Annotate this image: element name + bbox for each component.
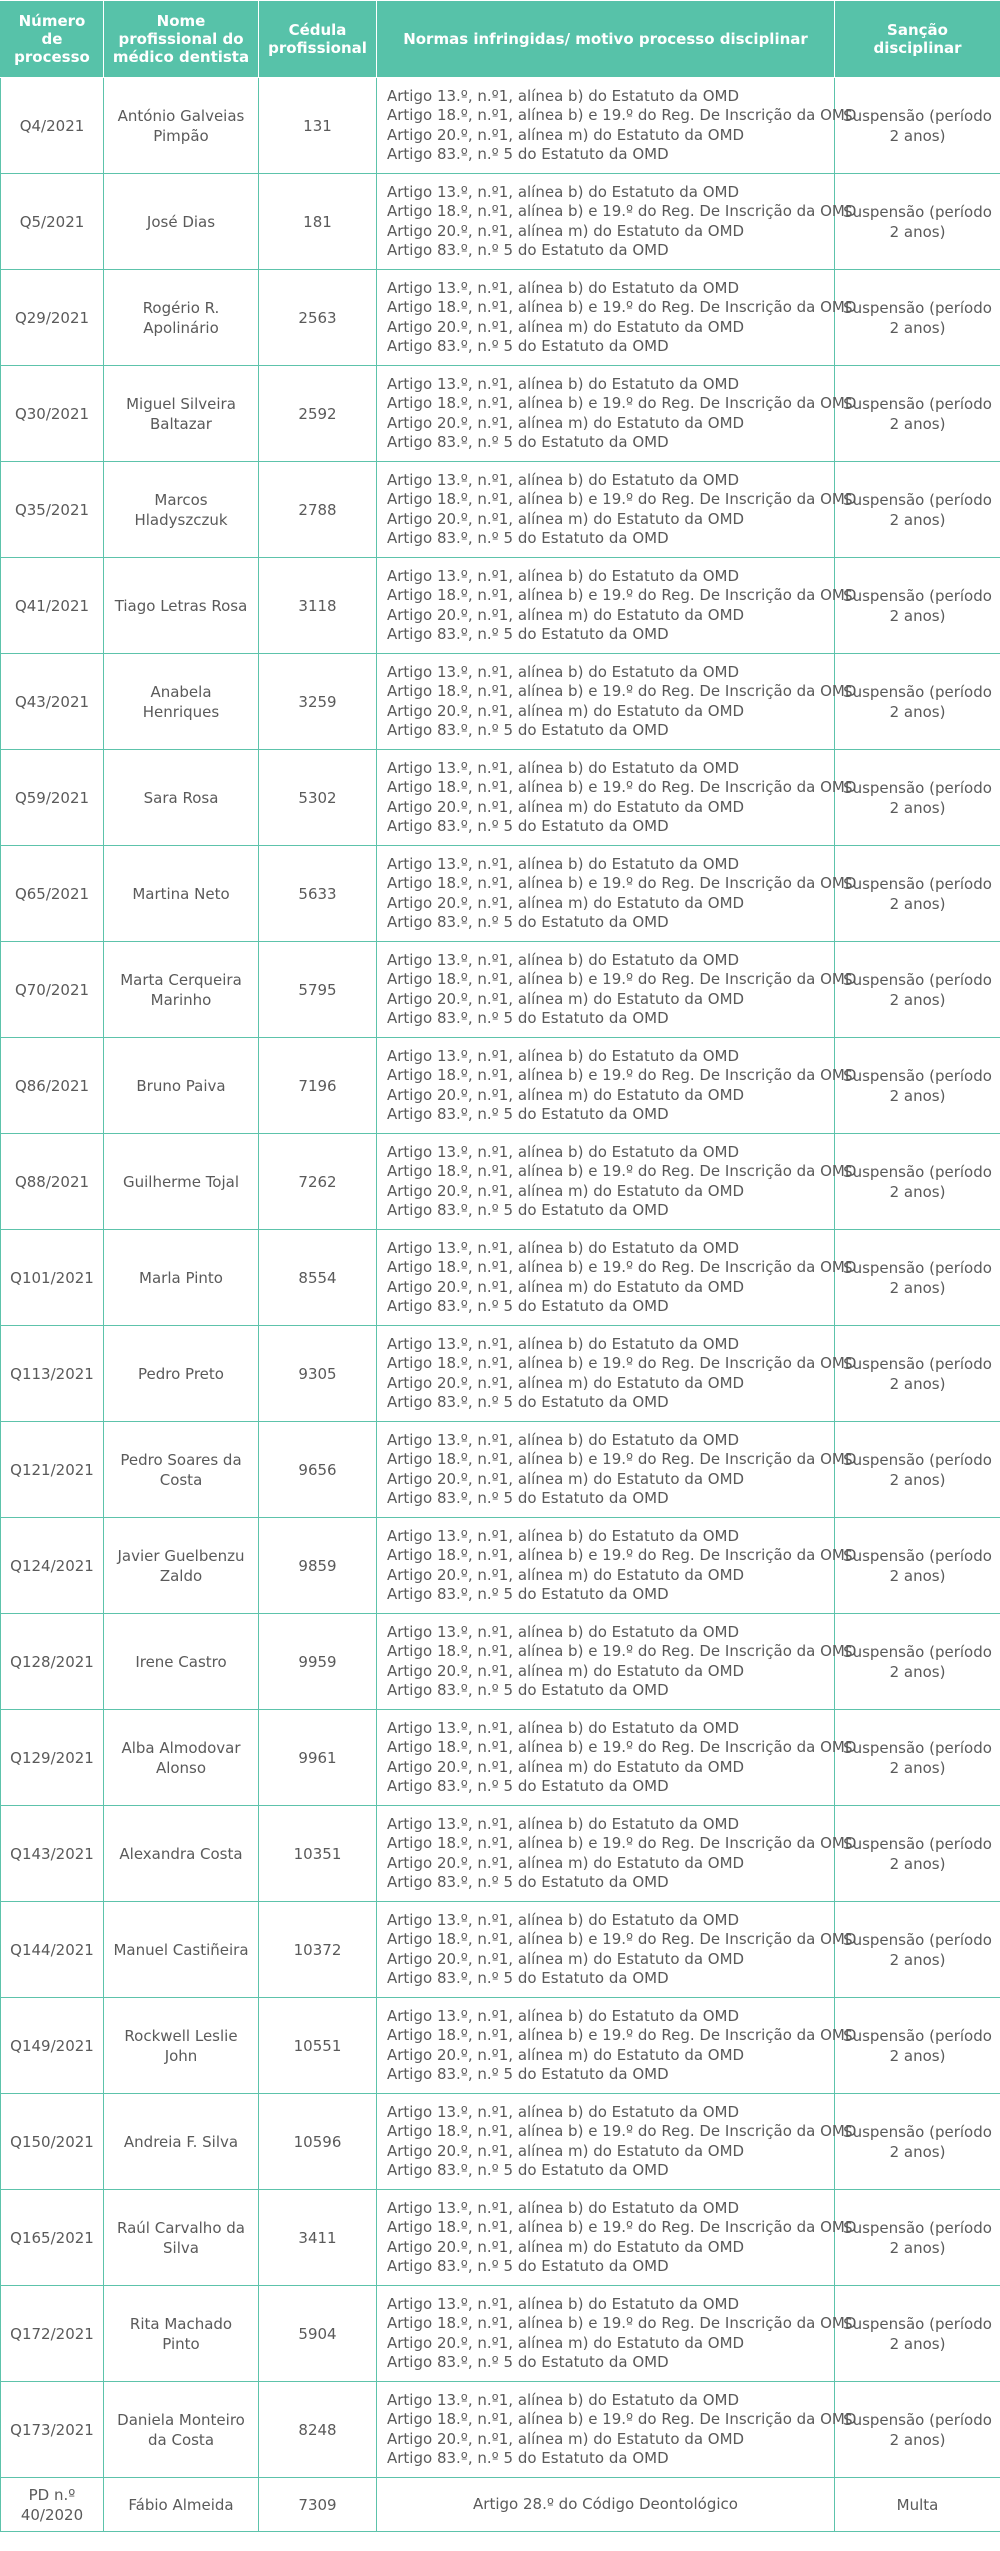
norm-line: Artigo 18.º, n.º1, alínea b) e 19.º do Reg. De Inscrição da OMD: [387, 1066, 857, 1084]
norm-line: Artigo 83.º, n.º 5 do Estatuto da OMD: [387, 337, 669, 355]
cell-nome-profissional: Marta Cerqueira Marinho: [104, 942, 259, 1038]
norm-line: Artigo 20.º, n.º1, alínea m) do Estatuto da OMD: [387, 1181, 745, 1200]
cell-sancao-disciplinar: Suspensão (período 2 anos): [835, 1422, 1000, 1518]
norm-line: Artigo 20.º, n.º1, alínea m) do Estatuto da OMD: [387, 797, 745, 816]
norm-line: Artigo 13.º, n.º1, alínea b) do Estatuto da OMD: [387, 758, 740, 777]
norm-line: Artigo 18.º, n.º1, alínea b) e 19.º do Reg. De Inscrição da OMD: [387, 394, 857, 412]
norm-line: Artigo 13.º, n.º1, alínea b) do Estatuto da OMD: [387, 950, 740, 969]
cell-sancao-disciplinar: Suspensão (período 2 anos): [835, 846, 1000, 942]
norm-line: Artigo 83.º, n.º 5 do Estatuto da OMD: [387, 1105, 669, 1123]
cell-cedula-profissional: 3259: [259, 654, 377, 750]
cell-sancao-disciplinar: Suspensão (período 2 anos): [835, 1902, 1000, 1998]
norm-line: Artigo 83.º, n.º 5 do Estatuto da OMD: [387, 2449, 669, 2467]
cell-numero-processo: Q29/2021: [1, 270, 104, 366]
norm-line: Artigo 83.º, n.º 5 do Estatuto da OMD: [387, 913, 669, 931]
norm-line: Artigo 20.º, n.º1, alínea m) do Estatuto da OMD: [387, 1373, 745, 1392]
norm-line: Artigo 18.º, n.º1, alínea b) e 19.º do Reg. De Inscrição da OMD: [387, 1642, 857, 1660]
norm-line: Artigo 13.º, n.º1, alínea b) do Estatuto da OMD: [387, 1334, 740, 1353]
cell-cedula-profissional: 9859: [259, 1518, 377, 1614]
norm-line: Artigo 83.º, n.º 5 do Estatuto da OMD: [387, 2161, 669, 2179]
norm-line: Artigo 13.º, n.º1, alínea b) do Estatuto da OMD: [387, 1910, 740, 1929]
cell-normas-infringidas: [377, 1710, 857, 1806]
cell-nome-profissional: José Dias: [104, 174, 259, 270]
cell-nome-profissional: Bruno Paiva: [104, 1038, 259, 1134]
norm-line: Artigo 18.º, n.º1, alínea b) e 19.º do Reg. De Inscrição da OMD: [387, 586, 857, 604]
norm-line: Artigo 18.º, n.º1, alínea b) e 19.º do Reg. De Inscrição da OMD: [387, 1546, 857, 1564]
norm-line: Artigo 13.º, n.º1, alínea b) do Estatuto da OMD: [387, 86, 740, 105]
cell-cedula-profissional: 7196: [259, 1038, 377, 1134]
cell-numero-processo: Q59/2021: [1, 750, 104, 846]
cell-numero-processo: Q144/2021: [1, 1902, 104, 1998]
norm-line: Artigo 20.º, n.º1, alínea m) do Estatuto da OMD: [387, 1469, 745, 1488]
header-sancao-disciplinar: Sanção disciplinar: [835, 1, 1000, 78]
norm-line: Artigo 13.º, n.º1, alínea b) do Estatuto da OMD: [387, 2006, 740, 2025]
cell-cedula-profissional: 10551: [259, 1998, 377, 2094]
cell-normas-infringidas: [377, 2094, 857, 2190]
cell-sancao-disciplinar: Suspensão (período 2 anos): [835, 2190, 1000, 2286]
norm-line: Artigo 20.º, n.º1, alínea m) do Estatuto da OMD: [387, 2141, 745, 2160]
cell-sancao-disciplinar: Suspensão (período 2 anos): [835, 942, 1000, 1038]
cell-cedula-profissional: 9656: [259, 1422, 377, 1518]
norm-line: Artigo 13.º, n.º1, alínea b) do Estatuto da OMD: [387, 1430, 740, 1449]
norm-line: Artigo 13.º, n.º1, alínea b) do Estatuto da OMD: [387, 1526, 740, 1545]
norm-line: Artigo 83.º, n.º 5 do Estatuto da OMD: [387, 1297, 669, 1315]
norm-line: Artigo 83.º, n.º 5 do Estatuto da OMD: [387, 1489, 669, 1507]
table-row: [1, 366, 1000, 462]
norm-line: Artigo 20.º, n.º1, alínea m) do Estatuto da OMD: [387, 317, 745, 336]
norm-line: Artigo 13.º, n.º1, alínea b) do Estatuto da OMD: [387, 566, 740, 585]
cell-normas-infringidas: [377, 2382, 857, 2478]
cell-nome-profissional: Sara Rosa: [104, 750, 259, 846]
cell-nome-profissional: Guilherme Tojal: [104, 1134, 259, 1230]
table-row: [1, 270, 1000, 366]
norm-line: Artigo 20.º, n.º1, alínea m) do Estatuto da OMD: [387, 1853, 745, 1872]
cell-cedula-profissional: 10596: [259, 2094, 377, 2190]
cell-cedula-profissional: 5795: [259, 942, 377, 1038]
norm-line: Artigo 13.º, n.º1, alínea b) do Estatuto da OMD: [387, 854, 740, 873]
norm-line: Artigo 83.º, n.º 5 do Estatuto da OMD: [387, 1201, 669, 1219]
cell-normas-infringidas: [377, 1806, 857, 1902]
cell-nome-profissional: Tiago Letras Rosa: [104, 558, 259, 654]
norm-line: Artigo 20.º, n.º1, alínea m) do Estatuto da OMD: [387, 893, 745, 912]
cell-numero-processo: Q86/2021: [1, 1038, 104, 1134]
cell-cedula-profissional: 2563: [259, 270, 377, 366]
norm-line: Artigo 13.º, n.º1, alínea b) do Estatuto da OMD: [387, 2294, 740, 2313]
norm-line: Artigo 83.º, n.º 5 do Estatuto da OMD: [387, 2065, 669, 2083]
cell-sancao-disciplinar: Suspensão (período 2 anos): [835, 1998, 1000, 2094]
cell-numero-processo: Q128/2021: [1, 1614, 104, 1710]
table-row: [1, 1614, 1000, 1710]
norm-line: Artigo 18.º, n.º1, alínea b) e 19.º do Reg. De Inscrição da OMD: [387, 778, 857, 796]
norm-line: Artigo 13.º, n.º1, alínea b) do Estatuto da OMD: [387, 2390, 740, 2409]
cell-normas-infringidas: [377, 270, 857, 366]
norm-line: Artigo 20.º, n.º1, alínea m) do Estatuto da OMD: [387, 1949, 745, 1968]
norm-line: Artigo 83.º, n.º 5 do Estatuto da OMD: [387, 1681, 669, 1699]
cell-sancao-disciplinar: Suspensão (período 2 anos): [835, 1230, 1000, 1326]
table-row: [1, 174, 1000, 270]
table-row: [1, 78, 1000, 174]
cell-sancao-disciplinar: Suspensão (período 2 anos): [835, 1806, 1000, 1902]
norm-line: Artigo 20.º, n.º1, alínea m) do Estatuto da OMD: [387, 413, 745, 432]
norm-line: Artigo 83.º, n.º 5 do Estatuto da OMD: [387, 145, 669, 163]
norm-line: Artigo 13.º, n.º1, alínea b) do Estatuto da OMD: [387, 1238, 740, 1257]
cell-cedula-profissional: 5904: [259, 2286, 377, 2382]
norm-line: Artigo 13.º, n.º1, alínea b) do Estatuto da OMD: [387, 1142, 740, 1161]
cell-numero-processo: Q129/2021: [1, 1710, 104, 1806]
cell-cedula-profissional: 5302: [259, 750, 377, 846]
cell-cedula-profissional: 9961: [259, 1710, 377, 1806]
cell-sancao-disciplinar: Suspensão (período 2 anos): [835, 270, 1000, 366]
norm-line: Artigo 83.º, n.º 5 do Estatuto da OMD: [387, 1777, 669, 1795]
cell-sancao-disciplinar: Suspensão (período 2 anos): [835, 1134, 1000, 1230]
cell-nome-profissional: Manuel Castiñeira: [104, 1902, 259, 1998]
norm-line: Artigo 20.º, n.º1, alínea m) do Estatuto da OMD: [387, 701, 745, 720]
cell-sancao-disciplinar: Suspensão (período 2 anos): [835, 1710, 1000, 1806]
norm-line: Artigo 18.º, n.º1, alínea b) e 19.º do Reg. De Inscrição da OMD: [387, 202, 857, 220]
norm-line: Artigo 83.º, n.º 5 do Estatuto da OMD: [387, 529, 669, 547]
cell-sancao-disciplinar: Suspensão (período 2 anos): [835, 654, 1000, 750]
cell-sancao-disciplinar: Multa: [835, 2478, 1000, 2532]
cell-nome-profissional: Rogério R. Apolinário: [104, 270, 259, 366]
norm-line: Artigo 13.º, n.º1, alínea b) do Estatuto da OMD: [387, 374, 740, 393]
cell-normas-infringidas: [377, 750, 857, 846]
norm-line: Artigo 18.º, n.º1, alínea b) e 19.º do Reg. De Inscrição da OMD: [387, 1162, 857, 1180]
table-row: [1, 1230, 1000, 1326]
cell-normas-infringidas: [377, 2286, 857, 2382]
norm-line: Artigo 18.º, n.º1, alínea b) e 19.º do Reg. De Inscrição da OMD: [387, 874, 857, 892]
cell-cedula-profissional: 181: [259, 174, 377, 270]
table-row: [1, 1326, 1000, 1422]
norm-line: Artigo 18.º, n.º1, alínea b) e 19.º do Reg. De Inscrição da OMD: [387, 2026, 857, 2044]
cell-normas-infringidas: [377, 1518, 857, 1614]
cell-normas-infringidas: [377, 78, 857, 174]
norm-line: Artigo 20.º, n.º1, alínea m) do Estatuto da OMD: [387, 605, 745, 624]
cell-numero-processo: Q143/2021: [1, 1806, 104, 1902]
cell-nome-profissional: Marcos Hladyszczuk: [104, 462, 259, 558]
cell-cedula-profissional: 5633: [259, 846, 377, 942]
header-normas-infringidas: Normas infringidas/ motivo processo disciplinar: [377, 1, 835, 78]
cell-sancao-disciplinar: Suspensão (período 2 anos): [835, 2094, 1000, 2190]
norm-line: Artigo 20.º, n.º1, alínea m) do Estatuto da OMD: [387, 2237, 745, 2256]
norm-line: Artigo 18.º, n.º1, alínea b) e 19.º do Reg. De Inscrição da OMD: [387, 970, 857, 988]
cell-cedula-profissional: 7309: [259, 2478, 377, 2532]
cell-nome-profissional: Alba Almodovar Alonso: [104, 1710, 259, 1806]
norm-line: Artigo 20.º, n.º1, alínea m) do Estatuto da OMD: [387, 2333, 745, 2352]
cell-cedula-profissional: 9305: [259, 1326, 377, 1422]
cell-sancao-disciplinar: Suspensão (período 2 anos): [835, 174, 1000, 270]
norm-line: Artigo 18.º, n.º1, alínea b) e 19.º do Reg. De Inscrição da OMD: [387, 1834, 857, 1852]
norm-line: Artigo 18.º, n.º1, alínea b) e 19.º do Reg. De Inscrição da OMD: [387, 1258, 857, 1276]
cell-numero-processo: Q124/2021: [1, 1518, 104, 1614]
cell-normas-infringidas: [377, 846, 857, 942]
cell-sancao-disciplinar: Suspensão (período 2 anos): [835, 558, 1000, 654]
cell-numero-processo: Q4/2021: [1, 78, 104, 174]
norm-line: Artigo 13.º, n.º1, alínea b) do Estatuto da OMD: [387, 2198, 740, 2217]
cell-sancao-disciplinar: Suspensão (período 2 anos): [835, 1614, 1000, 1710]
cell-nome-profissional: Marla Pinto: [104, 1230, 259, 1326]
cell-cedula-profissional: 131: [259, 78, 377, 174]
cell-sancao-disciplinar: Suspensão (período 2 anos): [835, 2286, 1000, 2382]
cell-nome-profissional: António Galveias Pimpão: [104, 78, 259, 174]
table-row: [1, 654, 1000, 750]
norm-line: Artigo 18.º, n.º1, alínea b) e 19.º do Reg. De Inscrição da OMD: [387, 2122, 857, 2140]
norm-line: Artigo 83.º, n.º 5 do Estatuto da OMD: [387, 1393, 669, 1411]
table-row: [1, 558, 1000, 654]
table-row: [1, 1038, 1000, 1134]
cell-nome-profissional: Martina Neto: [104, 846, 259, 942]
cell-sancao-disciplinar: Suspensão (período 2 anos): [835, 78, 1000, 174]
cell-nome-profissional: Rockwell Leslie John: [104, 1998, 259, 2094]
norm-line: Artigo 13.º, n.º1, alínea b) do Estatuto da OMD: [387, 1046, 740, 1065]
cell-normas-infringidas: [377, 462, 857, 558]
table-row: [1, 2478, 1000, 2532]
cell-cedula-profissional: 3411: [259, 2190, 377, 2286]
table-row: [1, 2382, 1000, 2478]
cell-sancao-disciplinar: Suspensão (período 2 anos): [835, 366, 1000, 462]
cell-numero-processo: PD n.º 40/2020: [1, 2478, 104, 2532]
table-body: [1, 78, 1000, 2532]
norm-line: Artigo 18.º, n.º1, alínea b) e 19.º do Reg. De Inscrição da OMD: [387, 2314, 857, 2332]
header-row: [1, 1, 1000, 78]
cell-cedula-profissional: 9959: [259, 1614, 377, 1710]
cell-normas-infringidas: [377, 1422, 857, 1518]
norm-line: Artigo 20.º, n.º1, alínea m) do Estatuto da OMD: [387, 989, 745, 1008]
cell-cedula-profissional: 2788: [259, 462, 377, 558]
table-row: [1, 2286, 1000, 2382]
cell-numero-processo: Q113/2021: [1, 1326, 104, 1422]
cell-cedula-profissional: 10351: [259, 1806, 377, 1902]
cell-numero-processo: Q65/2021: [1, 846, 104, 942]
norm-line: Artigo 20.º, n.º1, alínea m) do Estatuto da OMD: [387, 1085, 745, 1104]
table-row: [1, 1518, 1000, 1614]
cell-nome-profissional: Pedro Soares da Costa: [104, 1422, 259, 1518]
cell-nome-profissional: Rita Machado Pinto: [104, 2286, 259, 2382]
table-row: [1, 1422, 1000, 1518]
cell-nome-profissional: Pedro Preto: [104, 1326, 259, 1422]
cell-numero-processo: Q121/2021: [1, 1422, 104, 1518]
norm-line: Artigo 20.º, n.º1, alínea m) do Estatuto da OMD: [387, 2429, 745, 2448]
cell-normas-infringidas: [377, 1134, 857, 1230]
cell-sancao-disciplinar: Suspensão (período 2 anos): [835, 1326, 1000, 1422]
cell-numero-processo: Q101/2021: [1, 1230, 104, 1326]
cell-numero-processo: Q70/2021: [1, 942, 104, 1038]
header-nome-profissional: Nome profissional do médico dentista: [104, 1, 259, 78]
cell-numero-processo: Q172/2021: [1, 2286, 104, 2382]
cell-sancao-disciplinar: Suspensão (período 2 anos): [835, 1038, 1000, 1134]
cell-numero-processo: Q5/2021: [1, 174, 104, 270]
norm-line: Artigo 20.º, n.º1, alínea m) do Estatuto da OMD: [387, 221, 745, 240]
cell-normas-infringidas: [377, 1614, 857, 1710]
norm-line: Artigo 13.º, n.º1, alínea b) do Estatuto da OMD: [387, 182, 740, 201]
norm-line: Artigo 13.º, n.º1, alínea b) do Estatuto da OMD: [387, 1814, 740, 1833]
norm-line: Artigo 83.º, n.º 5 do Estatuto da OMD: [387, 241, 669, 259]
cell-sancao-disciplinar: Suspensão (período 2 anos): [835, 2382, 1000, 2478]
cell-nome-profissional: Anabela Henriques: [104, 654, 259, 750]
norm-line: Artigo 18.º, n.º1, alínea b) e 19.º do Reg. De Inscrição da OMD: [387, 1930, 857, 1948]
table-row: [1, 1134, 1000, 1230]
table-row: [1, 942, 1000, 1038]
norm-line: Artigo 18.º, n.º1, alínea b) e 19.º do Reg. De Inscrição da OMD: [387, 1738, 857, 1756]
norm-line: Artigo 18.º, n.º1, alínea b) e 19.º do Reg. De Inscrição da OMD: [387, 2410, 857, 2428]
norm-line: Artigo 18.º, n.º1, alínea b) e 19.º do Reg. De Inscrição da OMD: [387, 682, 857, 700]
cell-nome-profissional: Raúl Carvalho da Silva: [104, 2190, 259, 2286]
cell-nome-profissional: Alexandra Costa: [104, 1806, 259, 1902]
table-row: [1, 462, 1000, 558]
norm-line: Artigo 20.º, n.º1, alínea m) do Estatuto da OMD: [387, 1277, 745, 1296]
cell-normas-infringidas: [377, 366, 857, 462]
norm-line: Artigo 18.º, n.º1, alínea b) e 19.º do Reg. De Inscrição da OMD: [387, 106, 857, 124]
cell-numero-processo: Q41/2021: [1, 558, 104, 654]
cell-sancao-disciplinar: Suspensão (período 2 anos): [835, 1518, 1000, 1614]
table-row: [1, 1998, 1000, 2094]
cell-cedula-profissional: 10372: [259, 1902, 377, 1998]
norm-line: Artigo 13.º, n.º1, alínea b) do Estatuto da OMD: [387, 662, 740, 681]
norm-line: Artigo 28.º do Código Deontológico: [473, 2494, 738, 2513]
cell-normas-infringidas: [377, 174, 857, 270]
cell-cedula-profissional: 8248: [259, 2382, 377, 2478]
norm-line: Artigo 20.º, n.º1, alínea m) do Estatuto da OMD: [387, 125, 745, 144]
norm-line: Artigo 20.º, n.º1, alínea m) do Estatuto da OMD: [387, 1565, 745, 1584]
norm-line: Artigo 13.º, n.º1, alínea b) do Estatuto da OMD: [387, 470, 740, 489]
header-cedula-profissional: Cédula profissional: [259, 1, 377, 78]
cell-nome-profissional: Miguel Silveira Baltazar: [104, 366, 259, 462]
norm-line: Artigo 18.º, n.º1, alínea b) e 19.º do Reg. De Inscrição da OMD: [387, 298, 857, 316]
norm-line: Artigo 13.º, n.º1, alínea b) do Estatuto da OMD: [387, 2102, 740, 2121]
cell-normas-infringidas: [377, 1230, 857, 1326]
norm-line: Artigo 18.º, n.º1, alínea b) e 19.º do Reg. De Inscrição da OMD: [387, 1450, 857, 1468]
norm-line: Artigo 13.º, n.º1, alínea b) do Estatuto da OMD: [387, 1622, 740, 1641]
cell-normas-infringidas: [377, 654, 857, 750]
cell-cedula-profissional: 8554: [259, 1230, 377, 1326]
norm-line: Artigo 83.º, n.º 5 do Estatuto da OMD: [387, 1873, 669, 1891]
norm-line: Artigo 83.º, n.º 5 do Estatuto da OMD: [387, 1969, 669, 1987]
table-row: [1, 846, 1000, 942]
norm-line: Artigo 18.º, n.º1, alínea b) e 19.º do Reg. De Inscrição da OMD: [387, 2218, 857, 2236]
cell-cedula-profissional: 7262: [259, 1134, 377, 1230]
norm-line: Artigo 20.º, n.º1, alínea m) do Estatuto da OMD: [387, 509, 745, 528]
table-row: [1, 750, 1000, 846]
cell-nome-profissional: Fábio Almeida: [104, 2478, 259, 2532]
cell-cedula-profissional: 3118: [259, 558, 377, 654]
cell-nome-profissional: Andreia F. Silva: [104, 2094, 259, 2190]
norm-line: Artigo 83.º, n.º 5 do Estatuto da OMD: [387, 817, 669, 835]
cell-normas-infringidas: [377, 1038, 857, 1134]
cell-normas-infringidas: [377, 942, 857, 1038]
norm-line: Artigo 18.º, n.º1, alínea b) e 19.º do Reg. De Inscrição da OMD: [387, 1354, 857, 1372]
norm-line: Artigo 13.º, n.º1, alínea b) do Estatuto da OMD: [387, 1718, 740, 1737]
norm-line: Artigo 83.º, n.º 5 do Estatuto da OMD: [387, 2353, 669, 2371]
cell-numero-processo: Q165/2021: [1, 2190, 104, 2286]
norm-line: Artigo 20.º, n.º1, alínea m) do Estatuto da OMD: [387, 2045, 745, 2064]
table-row: [1, 1806, 1000, 1902]
norm-line: Artigo 83.º, n.º 5 do Estatuto da OMD: [387, 721, 669, 739]
norm-line: Artigo 83.º, n.º 5 do Estatuto da OMD: [387, 625, 669, 643]
table-row: [1, 2190, 1000, 2286]
norm-line: Artigo 83.º, n.º 5 do Estatuto da OMD: [387, 1009, 669, 1027]
table-row: [1, 1902, 1000, 1998]
norm-line: Artigo 18.º, n.º1, alínea b) e 19.º do Reg. De Inscrição da OMD: [387, 490, 857, 508]
norm-line: Artigo 13.º, n.º1, alínea b) do Estatuto da OMD: [387, 278, 740, 297]
norm-line: Artigo 83.º, n.º 5 do Estatuto da OMD: [387, 2257, 669, 2275]
table-header: [1, 1, 1000, 78]
cell-numero-processo: Q35/2021: [1, 462, 104, 558]
cell-normas-infringidas: [377, 1326, 857, 1422]
norm-line: Artigo 83.º, n.º 5 do Estatuto da OMD: [387, 433, 669, 451]
cell-normas-infringidas: [377, 1902, 857, 1998]
cell-normas-infringidas: [377, 558, 857, 654]
cell-numero-processo: Q149/2021: [1, 1998, 104, 2094]
norm-line: Artigo 20.º, n.º1, alínea m) do Estatuto da OMD: [387, 1661, 745, 1680]
cell-numero-processo: Q30/2021: [1, 366, 104, 462]
cell-nome-profissional: Irene Castro: [104, 1614, 259, 1710]
cell-nome-profissional: Daniela Monteiro da Costa: [104, 2382, 259, 2478]
cell-normas-infringidas: [377, 2478, 835, 2532]
cell-sancao-disciplinar: Suspensão (período 2 anos): [835, 462, 1000, 558]
norm-line: Artigo 83.º, n.º 5 do Estatuto da OMD: [387, 1585, 669, 1603]
cell-numero-processo: Q173/2021: [1, 2382, 104, 2478]
header-numero-processo: Número de processo: [1, 1, 104, 78]
cell-numero-processo: Q150/2021: [1, 2094, 104, 2190]
table-row: [1, 2094, 1000, 2190]
cell-numero-processo: Q43/2021: [1, 654, 104, 750]
cell-normas-infringidas: [377, 1998, 857, 2094]
table-row: [1, 1710, 1000, 1806]
cell-cedula-profissional: 2592: [259, 366, 377, 462]
cell-nome-profissional: Javier Guelbenzu Zaldo: [104, 1518, 259, 1614]
cell-numero-processo: Q88/2021: [1, 1134, 104, 1230]
cell-sancao-disciplinar: Suspensão (período 2 anos): [835, 750, 1000, 846]
norm-line: Artigo 20.º, n.º1, alínea m) do Estatuto da OMD: [387, 1757, 745, 1776]
cell-normas-infringidas: [377, 2190, 857, 2286]
